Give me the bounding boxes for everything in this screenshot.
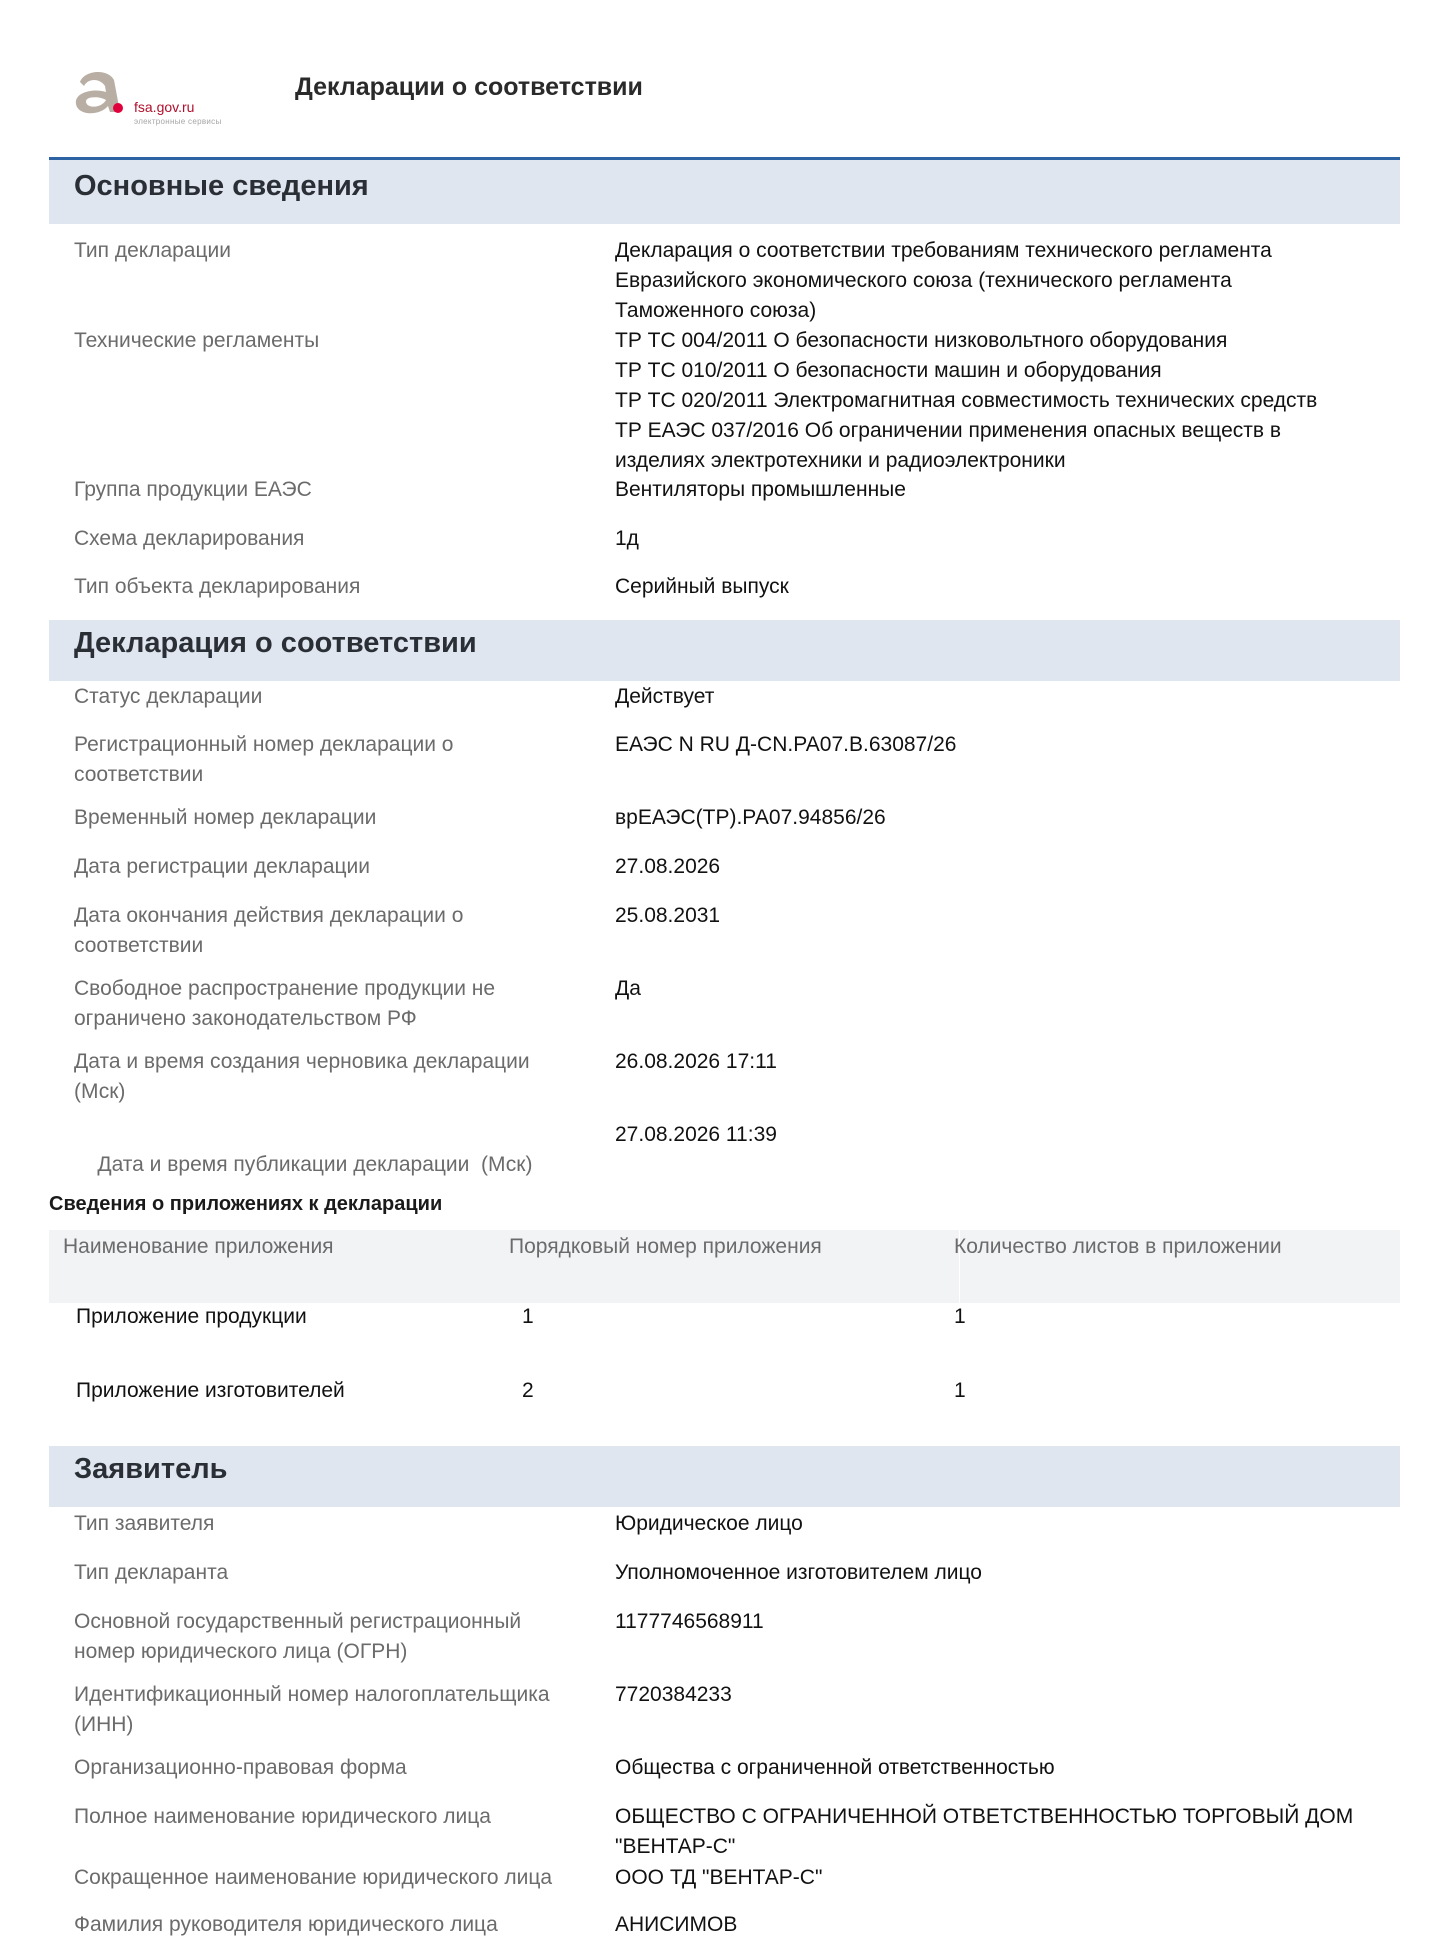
label-line: Статус декларации [74,685,263,708]
table-cell-sheets: 1 [954,1379,966,1402]
value-reg-date: 27.08.2026 [615,855,721,878]
label-line: Основной государственный регистрационный [74,1610,522,1633]
label-line: Временный номер декларации [74,806,377,829]
fsa-logo[interactable] [70,68,240,130]
value-line: изделиях электротехники и радиоэлектроники [615,449,1066,472]
value-head-surname [615,1910,1390,1940]
appendices-heading: Сведения о приложениях к декларации [49,1193,443,1215]
value-draft-datetime: 26.08.2026 17:11 [615,1050,777,1073]
label-line: соответствии [74,934,204,957]
value-line: "ВЕНТАР-С" [615,1835,736,1858]
value-declarant-type [615,1558,1390,1588]
label-line: Организационно-правовая форма [74,1756,407,1779]
section-title: Основные сведения [74,170,369,202]
value-line: ТР ТС 004/2011 О безопасности низковольтного оборудования [615,329,1228,352]
value-line: Юридическое лицо [615,1512,803,1535]
value-line: ТР ЕАЭС 037/2016 Об ограничении применения опасных веществ в [615,419,1282,442]
label-line: Тип заявителя [74,1512,215,1535]
value-declaration-scheme [615,524,1390,554]
value-temp-number: врЕАЭС(ТР).РА07.94856/26 [615,806,886,829]
value-line: Евразийского экономического союза (технического регламента [615,269,1232,292]
value-line: 1д [615,527,639,550]
label-line: Полное наименование юридического лица [74,1805,491,1828]
column-header-sheets: Количество листов в приложении [954,1235,1282,1258]
label-line: Регистрационный номер декларации о [74,733,454,756]
value-declaration-type [615,236,1390,326]
label-line: соответствии [74,763,204,786]
label-line: (Мск) [74,1080,126,1103]
label-full-name [74,1802,604,1832]
fsa-logo-icon [70,68,134,126]
label-line: Дата регистрации декларации [74,855,371,878]
value-line: Общества с ограниченной ответственностью [615,1756,1055,1779]
table-cell-number: 1 [522,1305,534,1328]
value-tech-regulations [615,326,1390,476]
label-declarant-type [74,1558,604,1588]
label-declaration-type: Тип декларации [74,239,231,262]
value-line: Декларация о соответствии требованиям технического регламента [615,239,1272,262]
label-ogrn [74,1607,604,1667]
value-short-name [615,1863,1390,1893]
label-draft-datetime [74,1047,604,1107]
label-line: Сокращенное наименование юридического лица [74,1866,553,1889]
value-applicant-type [615,1509,1390,1539]
label-line: (ИНН) [74,1713,134,1736]
value-free-circulation: Да [615,977,641,1000]
value-line: ТР ТС 010/2011 О безопасности машин и оборудования [615,359,1162,382]
label-line: номер юридического лица (ОГРН) [74,1640,408,1663]
label-temp-number [74,803,604,833]
value-line: 7720384233 [615,1683,732,1706]
section-header-basic [49,157,1400,224]
table-cell-name: Приложение изготовителей [76,1379,345,1402]
value-line: АНИСИМОВ [615,1913,738,1936]
label-declaration-scheme: Схема декларирования [74,527,305,550]
value-line: ООО ТД "ВЕНТАР-С" [615,1866,823,1889]
label-line: Дата и время создания черновика декларации [74,1050,530,1073]
logo-site-text: fsa.gov.ru [134,99,195,115]
value-line: ТР ТС 020/2011 Электромагнитная совместимость технических средств [615,389,1318,412]
label-reg-date [74,852,604,882]
label-line: Тип декларанта [74,1561,229,1584]
value-line: Вентиляторы промышленные [615,478,906,501]
label-reg-number [74,730,604,790]
label-tech-regulations: Технические регламенты [74,329,320,352]
column-header-name: Наименование приложения [63,1235,334,1258]
label-head-surname [74,1910,604,1940]
table-cell-name: Приложение продукции [76,1305,307,1328]
value-ogrn [615,1607,1390,1637]
value-full-name [615,1802,1390,1862]
table-cell-sheets: 1 [954,1305,966,1328]
label-expiry-date [74,901,604,961]
label-line: Идентификационный номер налогоплательщика [74,1683,550,1706]
value-publish-datetime: 27.08.2026 11:39 [615,1123,777,1146]
label-short-name [74,1863,604,1893]
label-line: ограничено законодательством РФ [74,1007,417,1030]
section-header-declaration [49,620,1400,681]
label-line: Свободное распространение продукции не [74,977,496,1000]
value-reg-number: ЕАЭС N RU Д-CN.РА07.В.63087/26 [615,733,957,756]
value-line: Таможенного союза) [615,299,817,322]
label-applicant-type [74,1509,604,1539]
value-product-group [615,475,1390,505]
value-inn [615,1680,1390,1710]
label-object-type: Тип объекта декларирования [74,575,361,598]
value-expiry-date: 25.08.2031 [615,904,721,927]
label-line: Дата окончания действия декларации о [74,904,464,927]
label-inn [74,1680,604,1740]
value-object-type [615,572,1390,602]
label-status [74,682,604,712]
column-header-number: Порядковый номер приложения [509,1235,822,1258]
label-line: Фамилия руководителя юридического лица [74,1913,498,1936]
logo-subtitle: электронные сервисы [134,117,222,126]
label-line: Дата и время публикации декларации (Мск) [97,1153,533,1176]
table-cell-number: 2 [522,1379,534,1402]
label-free-circulation [74,974,604,1034]
section-title: Декларация о соответствии [74,627,477,659]
page-title: Декларации о соответствии [295,73,643,101]
value-line: ОБЩЕСТВО С ОГРАНИЧЕННОЙ ОТВЕТСТВЕННОСТЬЮ ТОРГОВЫЙ ДОМ [615,1805,1354,1828]
value-line: 1177746568911 [615,1610,764,1633]
value-line: Уполномоченное изготовителем лицо [615,1561,982,1584]
value-status: Действует [615,685,715,708]
label-product-group: Группа продукции ЕАЭС [74,478,312,501]
value-legal-form [615,1753,1390,1783]
section-header-applicant [49,1446,1400,1507]
label-legal-form [74,1753,604,1783]
section-title: Заявитель [74,1453,228,1485]
value-line: Серийный выпуск [615,575,789,598]
